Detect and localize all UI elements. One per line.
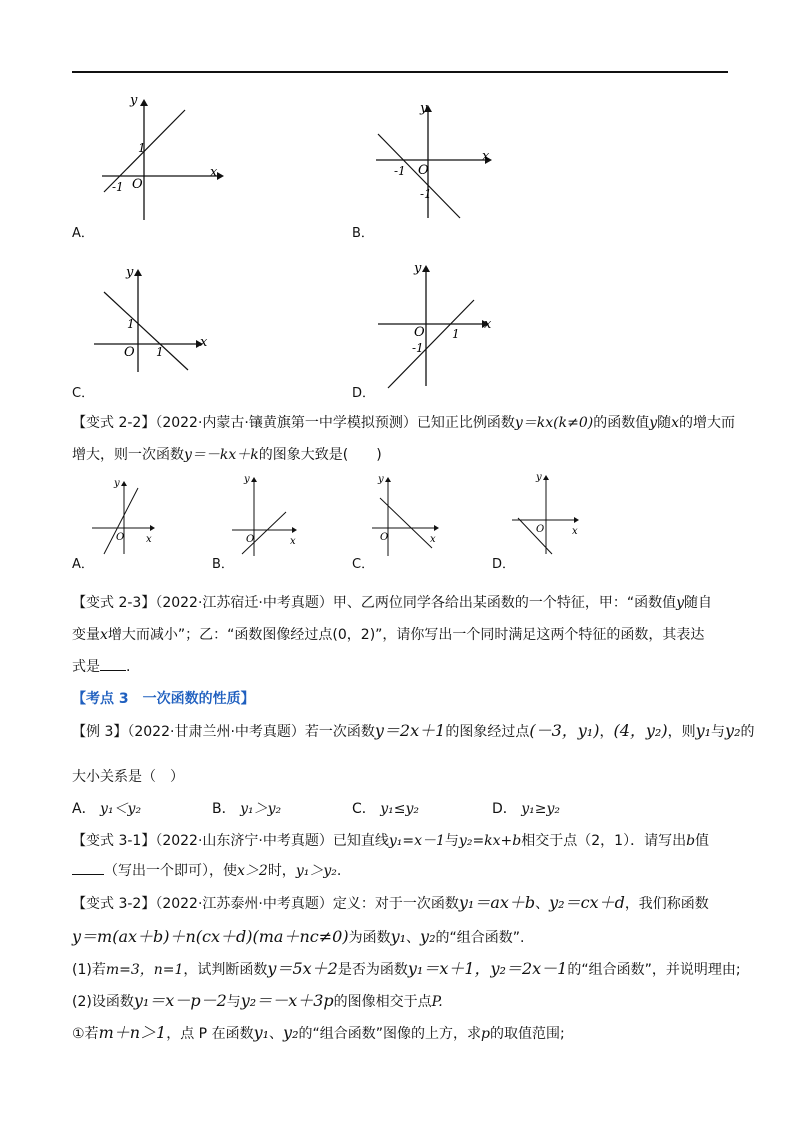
v32-q1a: (1)若 [72,962,106,978]
graph-d-y-label: y [414,261,422,276]
v32-combo: y＝m(ax＋b)＋n(cx＋d)(ma＋nc≠0) [72,927,349,946]
graph-a-tick-neg-one: -1 [112,180,124,194]
small-a-y: y [114,478,120,489]
v23-source: （2022·江苏宿迁·中考真题） [155,595,333,611]
v22-x: x [671,415,680,431]
v32-q3-sep: 、 [269,1026,284,1042]
v22-text3: 随 [657,415,672,431]
v23-tag: 【变式 2-3】 [72,595,156,611]
graph-c-tick-one-y: 1 [127,317,135,331]
li3-option-c-expr: y₁≤y₂ [380,801,420,817]
v23-text1: 甲、乙两位同学各给出某函数的一个特征，甲：“函数值 [332,595,677,611]
v32-q3c: m＋n＞1 [98,1023,167,1042]
v32-y1: y₁ [390,927,407,946]
li3-yu: 与 [711,724,726,740]
small-b-option[interactable]: B． [212,557,234,572]
li3-text1: 若一次函数 [304,724,375,740]
small-d-y: y [536,472,542,483]
v22-tag: 【变式 2-2】 [72,415,156,431]
v31-tag: 【变式 3-1】 [72,833,156,849]
v32-q2c: 的图像相交于点 [333,994,432,1010]
v22-source: （2022·内蒙古·镶黄旗第一中学模拟预测） [155,415,417,431]
graph-d-origin: O [414,325,425,340]
v32-text2: ，我们称函数 [624,896,709,912]
v32-source: （2022·江苏泰州·中考真题） [155,896,333,912]
v32-q3d: 的“组合函数”图像的上方，求 [298,1026,481,1042]
v32-q1f: y＝5x＋2 [267,959,338,978]
v23-line1 [72,592,712,614]
v23-answer-blank[interactable] [100,657,126,671]
small-b-x: x [290,536,296,547]
graph-d [378,260,498,390]
small-a-origin: O [116,532,125,543]
v31-line-2: y₂=kx+b [458,833,522,849]
v32-q2a: (2)设函数 [72,994,134,1010]
graph-d-tick-neg-one: -1 [412,341,424,355]
v23-line3 [72,656,130,678]
small-graph-d [508,470,588,558]
v22-text1: 已知正比例函数 [416,415,515,431]
graph-c-origin: O [124,345,135,360]
li3-option-b-expr: y₁＞y₂ [240,801,282,817]
li3-option-a-label: A． [72,801,96,817]
v22-text4: 的增大而 [679,415,736,431]
li3-option-a[interactable] [72,798,141,820]
graph-c [90,264,220,376]
v22-line2a: 增大，则一次函数 [72,447,184,463]
v32-text4: 的“组合函数”. [435,930,525,946]
v32-q3e: 的取值范围; [489,1026,565,1042]
small-a-x: x [146,534,152,545]
li3-point1: (－3，y₁) [529,721,600,740]
v22-line2 [72,444,382,466]
graph-d-option[interactable]: D． [352,386,376,401]
v31-text1: 已知直线 [332,833,389,849]
v23-text2: 随自 [684,595,713,611]
v23-line2 [72,624,704,646]
v22-y: y [649,415,658,431]
li3-line1 [72,720,754,743]
v31-line2c: . [336,863,342,879]
v32-tag: 【变式 3-2】 [72,896,156,912]
v23-y: y [676,595,685,611]
li3-y1: y₁ [695,721,712,740]
li3-point2: (4，y₂) [613,721,668,740]
v32-q1 [72,958,741,981]
v32-sep: 、 [535,896,550,912]
li3-comma: ， [599,724,614,740]
graph-d-tick-one-x: 1 [452,327,460,341]
v32-q3b: ，点 P 在函数 [166,1026,254,1042]
v32-p: p [481,1026,490,1042]
v32-q2 [72,990,443,1013]
v32-q1c: 是否为函数 [337,962,408,978]
small-b-origin: O [246,534,255,545]
small-graph-c [368,472,448,558]
v32-line2 [72,926,524,949]
v23-line3: 式是 [72,659,100,675]
v32-q2g: y₂＝－x＋3p [240,991,334,1010]
graph-b [370,100,500,224]
v32-f1: y₁＝ax＋b [458,893,536,912]
header-rule [72,71,728,73]
li3-text2: 的图象经过点 [445,724,530,740]
v32-y2: y₂ [420,927,436,946]
li3-option-b[interactable] [212,798,281,820]
graph-d-x-label: x [484,317,492,332]
graph-b-option[interactable]: B． [352,226,374,241]
v31-answer-blank[interactable] [72,861,104,875]
v32-f2: y₂＝cx＋d [549,893,625,912]
small-c-origin: O [380,532,389,543]
li3-line2: 大小关系是（ ） [72,769,184,785]
li3-de: 的 [740,724,755,740]
v32-q1g: y₁＝x＋1，y₂＝2x－1 [407,959,568,978]
v32-q3a: ①若 [72,1026,99,1042]
v23-line2b: 增大而减小”；乙：“函数图像经过点(0，2)”，请你写出一个同时满足这两个特征的函数，其表达 [107,627,705,643]
li3-y2: y₂ [725,721,741,740]
v23-line3end: . [126,659,131,675]
small-c-x: x [430,534,436,545]
small-graph-a [88,476,168,556]
v32-q1b: ，试判断函数 [183,962,268,978]
v31-source: （2022·山东济宁·中考真题） [155,833,333,849]
graph-c-y-label: y [126,265,134,280]
v31-b: b [686,833,696,849]
graph-c-tick-one-x: 1 [156,345,164,359]
li3-option-c-label: C． [352,801,376,817]
small-b-y: y [244,474,250,485]
graph-b-x-label: x [482,149,490,164]
v32-q1d: 的“组合函数”，并说明理由; [567,962,741,978]
graph-b-tick-neg-one-y: -1 [420,187,432,201]
small-d-option[interactable]: D． [492,557,516,572]
small-d-origin: O [536,524,545,535]
li3-option-b-label: B． [212,801,236,817]
v31-ineq: y₁＞y₂ [295,863,337,879]
v31-yu: 与 [444,833,459,849]
v32-q2f: y₁＝x－p－2 [133,991,227,1010]
v31-text2: 相交于点（2，1）．请写出 [521,833,687,849]
v22-line2b: 的图象大致是( ) [258,447,382,463]
graph-c-x-label: x [200,335,208,350]
li3-text3: ，则 [667,724,696,740]
small-d-x: x [572,526,578,537]
kaodian3-title: 【考点 3 一次函数的性质】 [72,691,255,707]
graph-a-x-label: x [210,165,218,180]
small-c-y: y [378,474,384,485]
graph-b-tick-neg-one-x: -1 [394,164,406,178]
graph-a-option[interactable]: A． [72,226,94,241]
v31-text3: 值 [695,833,710,849]
graph-a-y-label: y [130,94,138,108]
v32-text3: 为函数 [348,930,391,946]
small-graph-b [228,472,308,558]
li3-func: y＝2x＋1 [374,721,446,740]
v32-line1 [72,892,709,915]
li3-tag: 【例 3】 [72,724,128,740]
graph-a-origin: O [132,177,143,192]
v22-func2: y＝－kx＋k [184,447,259,463]
v23-line2a: 变量 [72,627,100,643]
v32-m3: m=3，n=1 [105,962,184,978]
v32-q2b: 与 [226,994,241,1010]
li3-source: （2022·甘肃兰州·中考真题） [127,724,305,740]
v23-x: x [100,627,108,643]
li3-option-a-expr: y₁＜y₂ [100,801,142,817]
v31-line1 [72,830,709,852]
v22-line1 [72,412,735,434]
v31-line-1: y₁=x－1 [388,833,445,849]
li3-option-c[interactable] [352,798,419,820]
v31-line2 [72,860,341,882]
v22-text2: 的函数值 [593,415,650,431]
small-a-option[interactable]: A． [72,557,94,572]
v32-q3 [72,1022,565,1045]
li3-option-d-label: D． [492,801,517,817]
v32-sep2: 、 [406,930,421,946]
li3-option-d-expr: y₁≥y₂ [521,801,561,817]
v32-q3-y1: y₁ [253,1023,270,1042]
v31-line2a: （写出一个即可），使 [104,863,237,879]
v22-func1: y＝kx(k≠0) [514,415,594,431]
v32-P: P. [431,994,443,1010]
graph-a [92,94,232,224]
graph-a-tick-one: 1 [138,141,146,155]
li3-option-d[interactable] [492,798,560,820]
v32-text1: 定义：对于一次函数 [332,896,459,912]
small-c-option[interactable]: C． [352,557,375,572]
v32-q3-y2: y₂ [283,1023,299,1042]
graph-c-option[interactable]: C． [72,386,95,401]
graph-b-y-label: y [420,101,428,116]
graph-b-origin: O [418,163,429,178]
v31-cond: x＞2 [237,863,268,879]
v31-line2b: 时， [267,863,296,879]
